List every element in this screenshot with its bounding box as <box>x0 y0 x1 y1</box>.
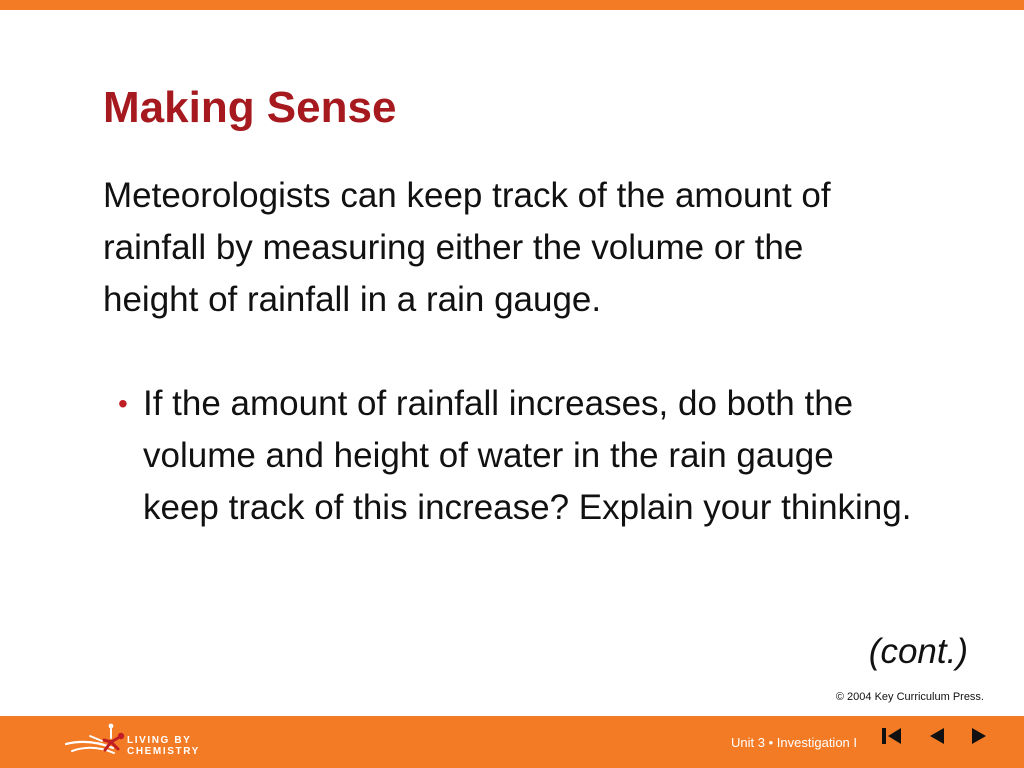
continuation-label: (cont.) <box>868 632 968 671</box>
brand-name: LIVING BY CHEMISTRY <box>127 735 200 757</box>
copyright-notice: © 2004 Key Curriculum Press. <box>835 691 984 703</box>
previous-slide-icon[interactable] <box>924 725 948 747</box>
slide-title: Making Sense <box>103 83 397 132</box>
top-accent-bar <box>0 0 1024 10</box>
bullet-text: If the amount of rainfall increases, do both the volume and height of water in the rain gauge keep track of this increase? Explain your thinking. <box>143 384 912 527</box>
slide-body-text: Meteorologists can keep track of the amount of rainfall by measuring either the volume or the height of rainfall in a rain gauge. <box>103 176 831 319</box>
living-by-chemistry-logo <box>62 720 200 764</box>
slide-navigation <box>880 725 992 747</box>
unit-investigation-label: Unit 3 • Investigation I <box>731 735 857 750</box>
next-slide-icon[interactable] <box>968 725 992 747</box>
bullet-icon: • <box>118 388 128 419</box>
bullet-item <box>118 378 918 534</box>
footer-bar <box>0 716 1024 768</box>
first-slide-icon[interactable] <box>880 725 904 747</box>
